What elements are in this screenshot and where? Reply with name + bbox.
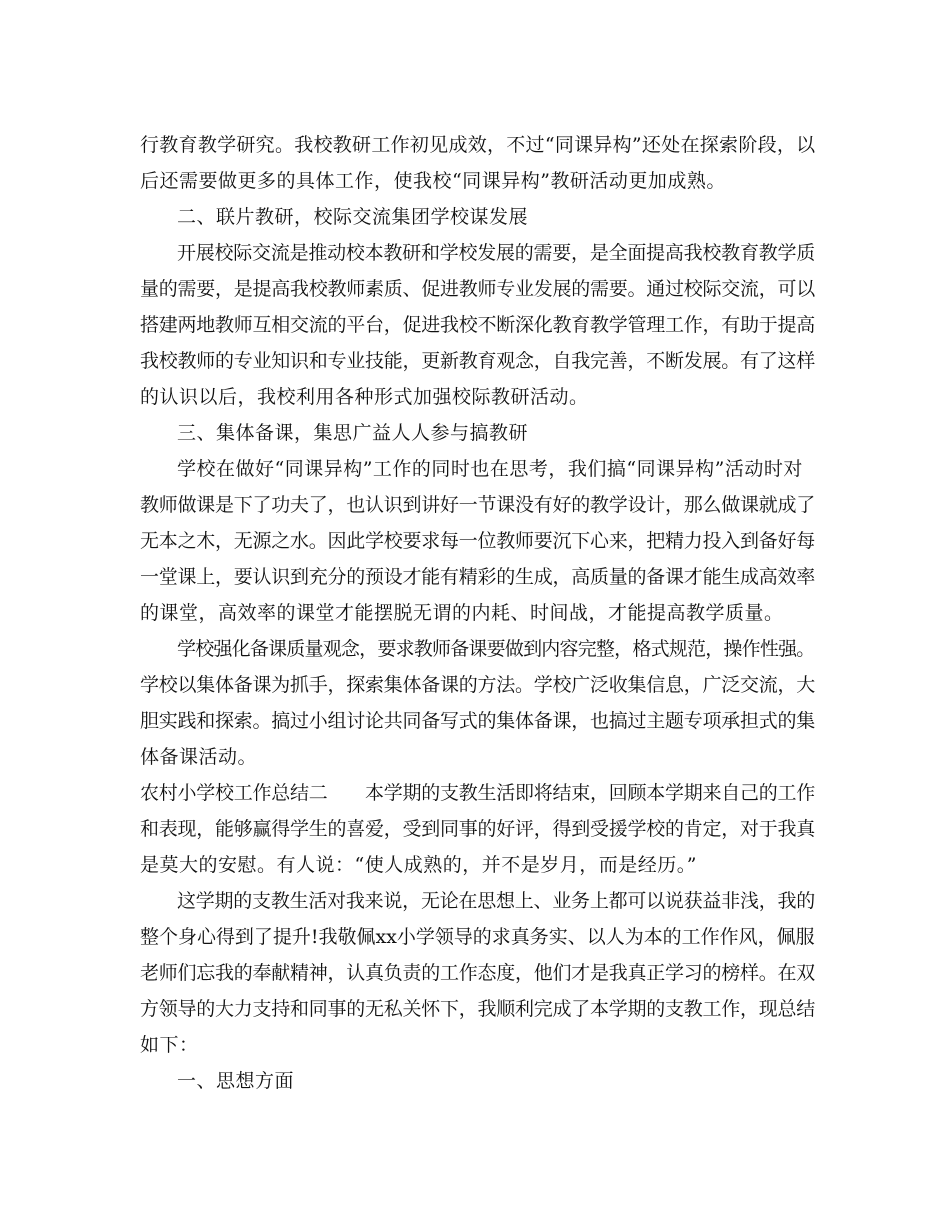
text-line: 量的需要，是提高我校教师素质、促进教师专业发展的需要。通过校际交流，可以 [140,278,816,300]
section-heading: 三、集体备课，集思广益人人参与搞教研 [177,422,529,444]
text-line: 如下： [140,1034,199,1056]
text-line: 整个身心得到了提升!我敬佩xx小学领导的求真务实、以人为本的工作作风，佩服 [140,926,815,948]
text-line: 后还需要做更多的具体工作，使我校“同课异构”教研活动更加成熟。 [140,170,726,192]
text-line: 无本之木，无源之水。因此学校要求每一位教师要沉下心来，把精力投入到备好每 [140,530,816,552]
text-line: 一堂课上，要认识到充分的预设才能有精彩的生成，高质量的备课才能生成高效率 [140,566,816,588]
text-line: 教师做课是下了功夫了，也认识到讲好一节课没有好的教学设计，那么做课就成了 [140,494,816,516]
text-line: 这学期的支教生活对我来说，无论在思想上、业务上都可以说获益非浅，我的 [177,890,816,912]
section-heading: 一、思想方面 [177,1070,295,1092]
text-line: 行教育教学研究。我校教研工作初见成效，不过“同课异构”还处在探索阶段，以 [140,134,816,156]
text-line: 和表现，能够赢得学生的喜爱，受到同事的好评，得到受援学校的肯定，对于我真 [140,818,816,840]
text-line: 农村小学校工作总结二 本学期的支教生活即将结束，回顾本学期来自己的工作 [140,782,816,804]
text-line: 体备课活动。 [140,746,258,768]
text-line: 的认识以后，我校利用各种形式加强校际教研活动。 [140,386,589,408]
text-line: 的课堂，高效率的课堂才能摆脱无谓的内耗、时间战，才能提高教学质量。 [140,602,784,624]
text-line: 是莫大的安慰。有人说：“使人成熟的，并不是岁月，而是经历。” [140,854,697,876]
text-line: 我校教师的专业知识和专业技能，更新教育观念，自我完善，不断发展。有了这样 [140,350,816,372]
text-line: 学校在做好“同课异构”工作的同时也在思考，我们搞“同课异构”活动时对 [177,458,803,480]
text-line: 方领导的大力支持和同事的无私关怀下，我顺利完成了本学期的支教工作，现总结 [140,998,816,1020]
text-line: 老师们忘我的奉献精神，认真负责的工作态度，他们才是我真正学习的榜样。在双 [140,962,816,984]
text-line: 开展校际交流是推动校本教研和学校发展的需要，是全面提高我校教育教学质 [177,242,816,264]
text-line: 学校以集体备课为抓手，探索集体备课的方法。学校广泛收集信息，广泛交流，大 [140,674,816,696]
text-line: 学校强化备课质量观念，要求教师备课要做到内容完整，格式规范，操作性强。 [177,638,815,660]
section-heading: 二、联片教研，校际交流集团学校谋发展 [177,206,529,228]
text-line: 胆实践和探索。搞过小组讨论共同备写式的集体备课，也搞过主题专项承担式的集 [140,710,816,732]
text-line: 搭建两地教师互相交流的平台，促进我校不断深化教育教学管理工作，有助于提高 [140,314,816,336]
